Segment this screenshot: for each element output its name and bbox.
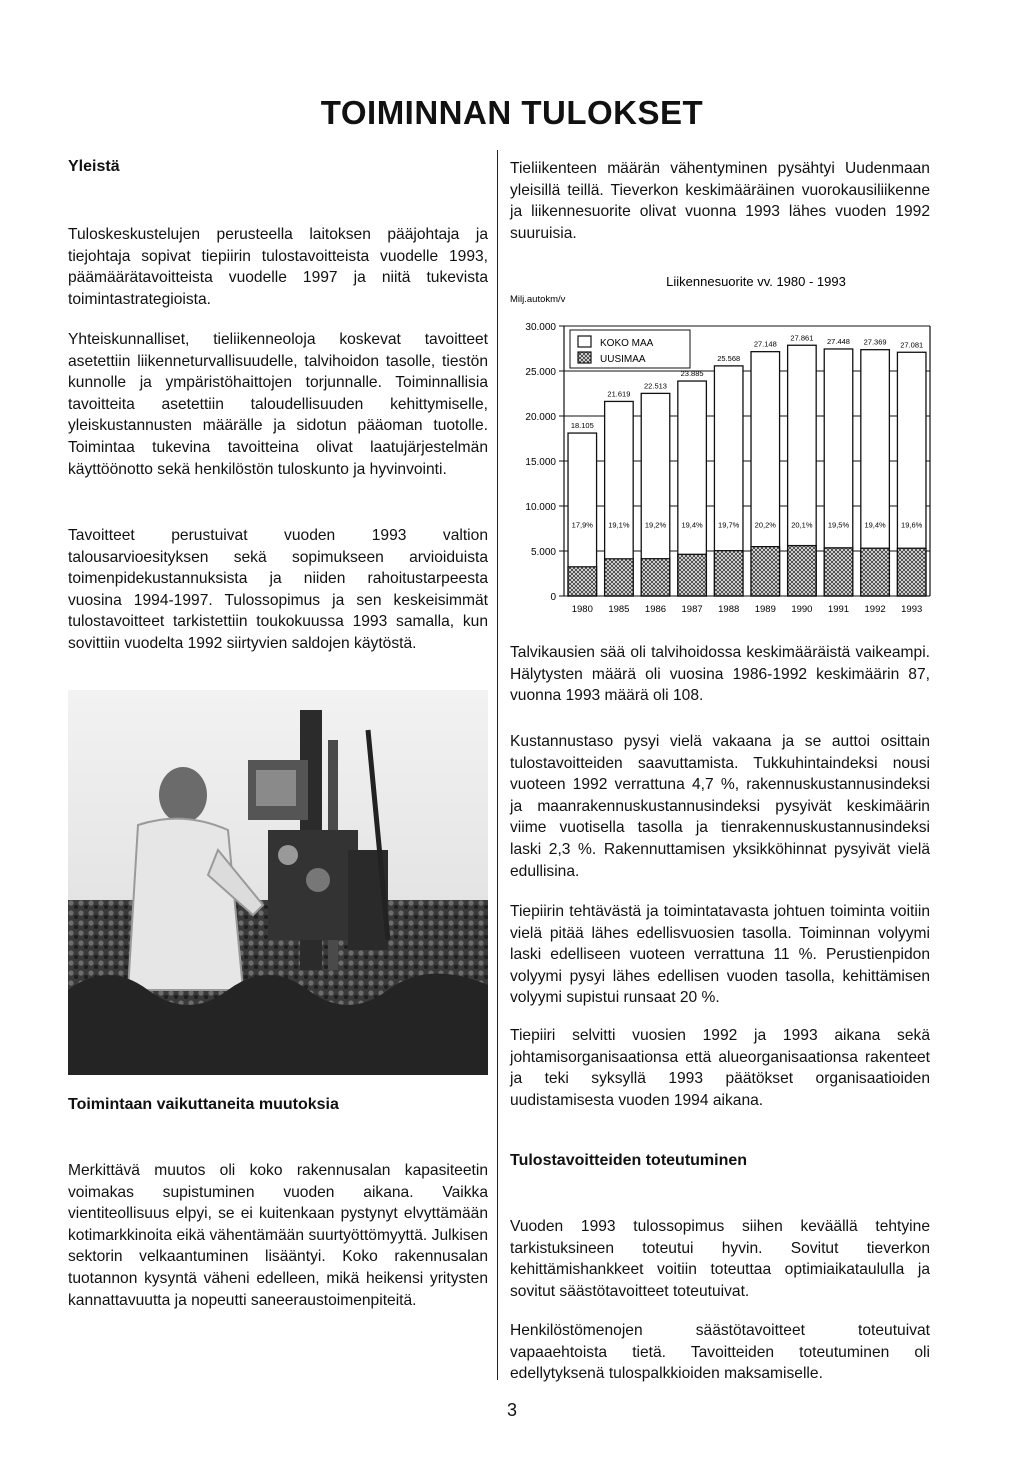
bar-uusimaa [568,567,597,596]
bar-uusimaa [861,548,890,596]
data-label-uusimaa: 17,9% [571,520,593,530]
right-paragraph-6-text: Vuoden 1993 tulossopimus siihen keväällä tehtyine tarkistuksineen toteutui hyvin. Sovitut tieverkon kehittämishankkeet voitiin toteuttaa optimiaikataululla ja sovitut säästötavoitteet toteutuivat. [510,1218,930,1300]
data-label-uusimaa: 19,4% [681,520,703,530]
data-label-uusimaa: 19,6% [901,520,923,530]
bar-uusimaa [897,548,926,596]
left-paragraph-4 [68,1160,488,1311]
chart-ylabel: Milj.autokm/v [510,294,566,305]
data-label-uusimaa: 19,7% [718,520,740,530]
left-paragraph-3 [68,525,488,655]
data-label-koko-maa: 27.861 [790,333,814,343]
x-tick-label: 1993 [901,604,923,615]
left-paragraph-3-text: Tavoitteet perustuivat vuoden 1993 valtion talousarvioesityksen sekä sopimukseen arvioiduista toimenpidekustannuksista ja niiden rahoitustarpeesta vuosina 1994-1997. Tulossopimus ja sen keskeisimmät tulostavoitteet tarkistettiin toukokuussa 1993 samalla, kun sovittiin vuodelta 1992 siirtyvien saldojen käytöstä. [68,527,488,652]
page-number: 3 [506,1400,517,1420]
data-label-koko-maa: 27.448 [827,336,850,346]
right-paragraph-7 [510,1320,930,1385]
y-tick-label: 30.000 [525,322,556,333]
y-tick-label: 15.000 [525,457,556,468]
right-paragraph-1 [510,158,930,244]
x-tick-label: 1992 [864,604,886,615]
left-paragraph-1-text: Tuloskeskustelujen perusteella laitoksen pääjohtaja ja tiejohtaja sopivat tiepiirin tulostavoitteista vuodelle 1993, päämäärätavoitteista vuodelle 1997 ja niitä tukevista toimintastrategioista. [68,226,488,308]
data-label-koko-maa: 22.513 [644,381,667,391]
x-tick-label: 1985 [608,604,630,615]
data-label-koko-maa: 23.885 [680,369,704,379]
data-label-koko-maa: 27.369 [863,337,887,347]
right-paragraph-5-text: Tiepiiri selvitti vuosien 1992 ja 1993 aikana sekä johtamisorganisaationsa että alueorganisaationsa rakenteet ja teki syksyllä 1993 päätökset organisaatioiden uudistamisesta vuoden 1994 aikana. [510,1027,930,1109]
x-tick-label: 1990 [791,604,813,615]
right-paragraph-2 [510,642,930,707]
legend-label-koko-maa: KOKO MAA [600,338,654,349]
right-paragraph-4-text: Tiepiirin tehtävästä ja toimintatavasta johtuen toiminta voitiin vielä pitää lähes edellisvuosien tasolla. Toiminnan volyymi laski edelliseen vuoteen verrattuna 11 %. Perustienpidon volyymi pysyi lähes edellisen vuoden tasolla, kehittämisen volyymi supistui runsaat 20 %. [510,903,930,1007]
x-tick-label: 1986 [644,604,667,615]
left-paragraph-4-text: Merkittävä muutos oli koko rakennusalan kapasiteetin voimakas supistuminen vuoden aikana. Vaikka vientiteollisuus elpyi, se ei kuitenkaan pystynyt elvyttämään kotimarkkinoita eikä vähentämään suurtyöttömyyttä. Julkisen sektorin velkaantuminen lisääntyi. Koko rakennusalan tuotannon kysyntä väheni edelleen, mikä heikensi yritysten kannattavuutta ja nopeutti saneeraustoimenpiteitä. [68,1162,488,1309]
right-paragraph-3 [510,731,930,882]
left-paragraph-2-text: Yhteiskunnalliset, tieliikenneoloja koskevat tavoitteet asetettiin liikenneturvallisuudelle, talvihoidon tasolle, tiestön kunnolle ja ympäristöhaittojen torjunnalle. Toiminnallisia tavoitteita asetettiin taloudellisuuden kehittymiselle, yleiskustannusten määrälle ja sidotun pääoman tuotolle. Toimintaa tukevina tavoitteina olivat laatujärjestelmän käyttöönotto sekä henkilöstön tuloskunto ja hyvinvointi. [68,331,488,478]
right-paragraph-7-text: Henkilöstömenojen säästötavoitteet toteutuivat vapaaehtoista tietä. Tavoitteiden toteutuminen oli edellytyksenä tulospalkkioiden maksamiselle. [510,1322,930,1383]
x-tick-label: 1987 [681,604,703,615]
data-label-uusimaa: 19,4% [864,520,886,530]
bar-uusimaa [751,547,780,596]
y-tick-label: 0 [550,592,556,603]
right-paragraph-3-text: Kustannustaso pysyi vielä vakaana ja se auttoi osittain tulostavoitteiden saavuttamista. Tukkuhintaindeksi nousi vuoteen 1992 verrattuna 4,7 %, rakennuskustannusindeksi ja maanrakennuskustannusindeksi pysyivät keskimäärin viime vuotisella tasolla ja tienrakennuskustannusindeksi laski 2,3 %. Rakennuttamisen yksikköhinnat pysyivät vielä edullisina. [510,733,930,880]
left-paragraph-2 [68,329,488,480]
data-label-koko-maa: 21.619 [607,389,631,399]
heading-changes-text: Toimintaan vaikuttaneita muutoksia [68,1096,339,1113]
y-tick-label: 10.000 [525,502,556,513]
data-label-koko-maa: 25.568 [717,353,741,363]
legend-swatch-koko-maa [578,336,591,347]
right-paragraph-1-text: Tieliikenteen määrän vähentyminen pysähtyi Uudenmaan yleisillä teillä. Tieverkon keskimääräinen vuorokausiliikenne ja liikennesuorite olivat vuonna 1993 lähes vuoden 1992 suuruisia. [510,160,930,242]
data-label-uusimaa: 19,2% [644,520,667,530]
column-divider [497,150,498,1380]
y-tick-label: 25.000 [525,367,556,378]
x-tick-label: 1989 [754,604,776,615]
legend-label-uusimaa: UUSIMAA [600,354,646,365]
page-title: TOIMINNAN TULOKSET [320,94,704,131]
bar-uusimaa [824,548,853,596]
data-label-koko-maa: 18.105 [570,421,594,431]
data-label-uusimaa: 20,2% [754,520,776,530]
heading-general [68,158,488,176]
data-label-koko-maa: 27.081 [900,340,924,350]
heading-general-text: Yleistä [68,158,120,175]
bar-uusimaa [788,546,817,596]
data-label-uusimaa: 19,1% [608,520,630,530]
bar-uusimaa [714,551,743,596]
heading-targets [510,1152,930,1170]
x-tick-label: 1991 [827,604,850,615]
x-tick-label: 1980 [571,604,593,615]
legend-swatch-uusimaa [578,352,591,363]
bar-uusimaa [641,559,670,596]
data-label-koko-maa: 27.148 [753,339,777,349]
right-paragraph-4 [510,901,930,1009]
y-tick-label: 20.000 [525,412,556,423]
right-paragraph-5 [510,1025,930,1111]
traffic-chart [508,270,944,616]
right-paragraph-6 [510,1216,930,1302]
bar-uusimaa [605,559,634,596]
heading-changes [68,1096,488,1114]
y-tick-label: 5.000 [530,547,556,558]
x-tick-label: 1988 [718,604,740,615]
left-paragraph-1 [68,224,488,310]
data-label-uusimaa: 20,1% [791,520,813,530]
chart-title: Liikennesuorite vv. 1980 - 1993 [666,274,846,289]
data-label-uusimaa: 19,5% [827,520,850,530]
right-paragraph-2-text: Talvikausien sää oli talvihoidossa keskimääräistä vaikeampi. Hälytysten määrä oli vuosina 1986-1992 keskimäärin 87, vuonna 1993 määrä oli 108. [510,644,930,705]
heading-targets-text: Tulostavoitteiden toteutuminen [510,1152,748,1169]
field-photo [68,690,488,1075]
bar-uusimaa [678,554,707,596]
